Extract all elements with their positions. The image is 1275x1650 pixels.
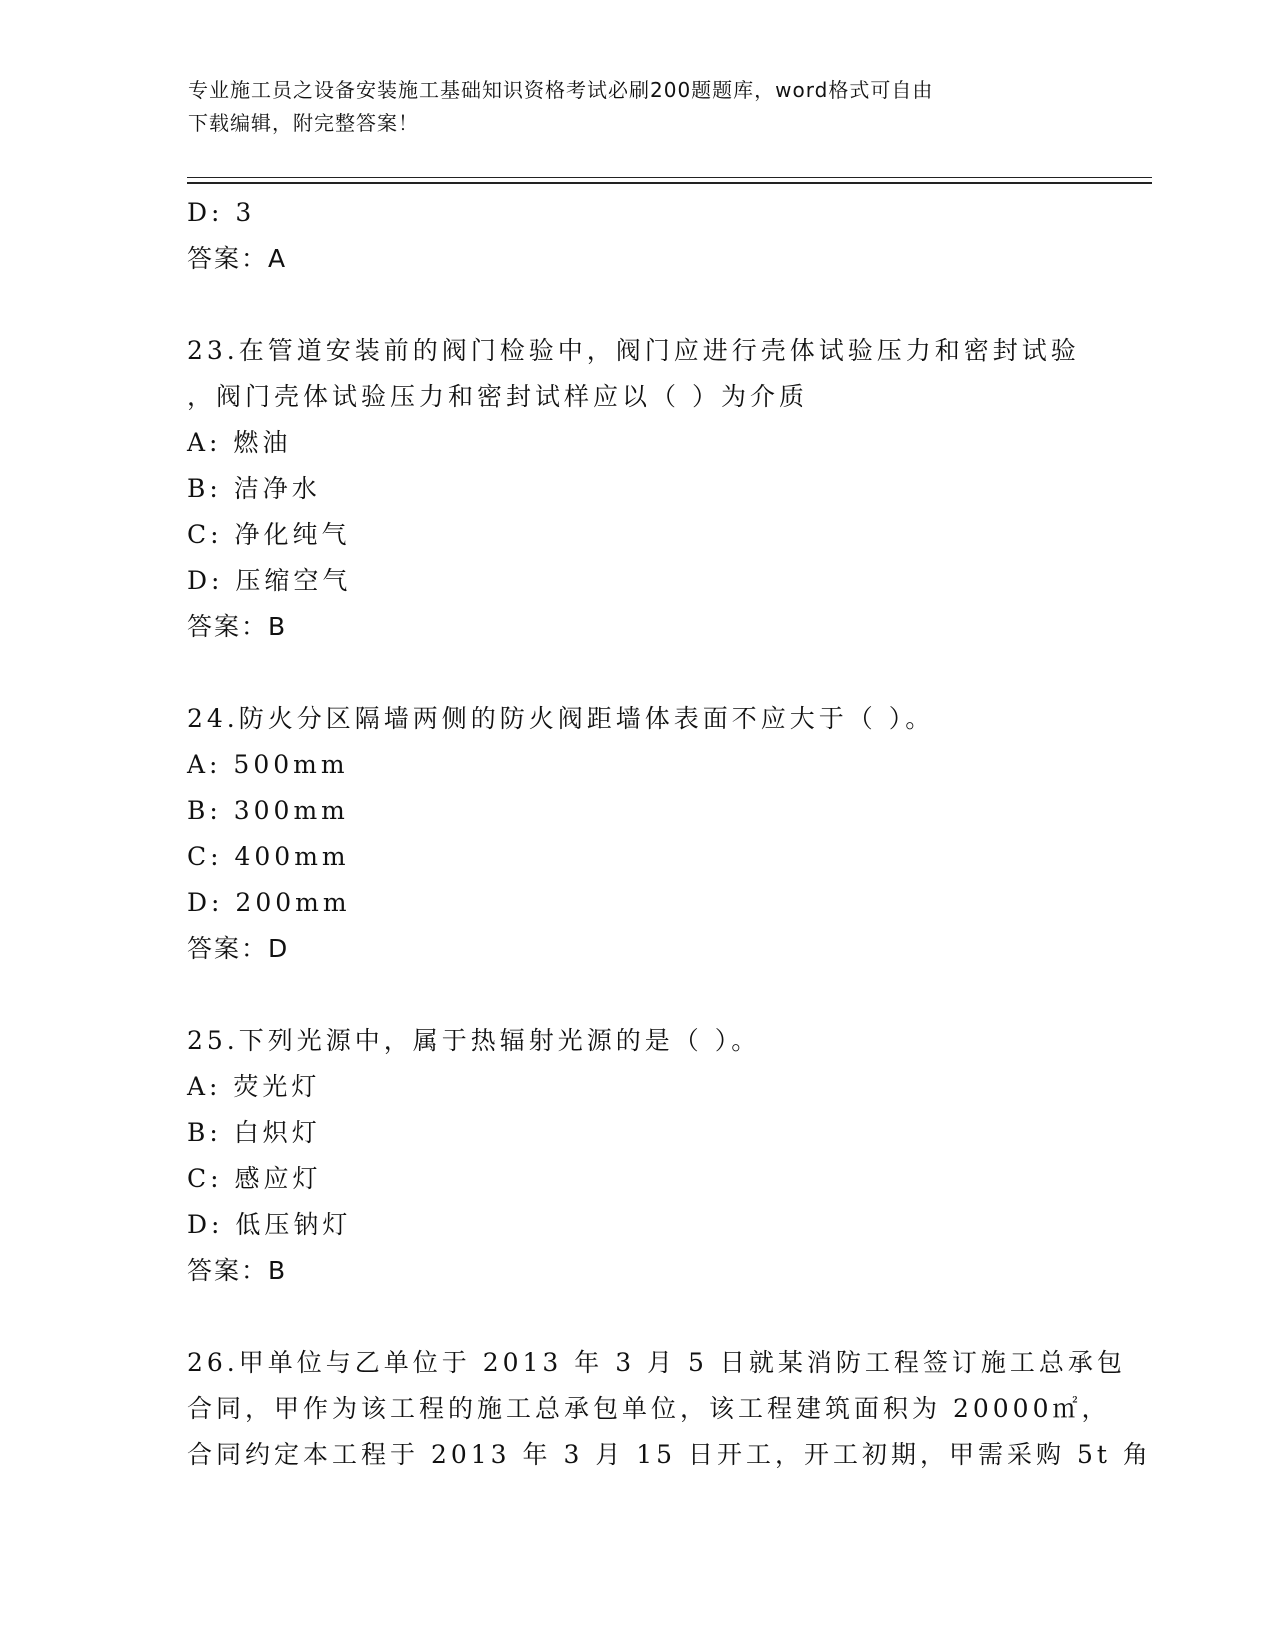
question-24 <box>187 696 1087 972</box>
question-stem-line: 26.甲单位与乙单位于 2013 年 3 月 5 日就某消防工程签订施工总承包 <box>187 1348 1126 1377</box>
answer: 答案：D <box>187 934 290 963</box>
question-stem-line: 25.下列光源中，属于热辐射光源的是（ ）。 <box>187 1026 761 1055</box>
answer: 答案：B <box>187 612 288 641</box>
option-c: C: 感应灯 <box>187 1164 322 1193</box>
option-d: D: 压缩空气 <box>187 566 352 595</box>
option-a: A: 500mm <box>187 750 349 779</box>
option-b: B: 洁净水 <box>187 474 321 503</box>
option-d: D: 200mm <box>187 888 351 917</box>
spacer <box>187 650 1087 696</box>
option-b: B: 白炽灯 <box>187 1118 321 1147</box>
header-divider-thin <box>187 177 1152 178</box>
question-stem-line: 23.在管道安装前的阀门检验中，阀门应进行壳体试验压力和密封试验 <box>187 336 1080 365</box>
option-c: C: 净化纯气 <box>187 520 351 549</box>
prev-option-d: D: 3 <box>187 198 256 227</box>
option-b: B: 300mm <box>187 796 349 825</box>
document-body <box>187 190 1152 1478</box>
prev-answer: 答案：A <box>187 244 288 273</box>
option-a: A: 荧光灯 <box>187 1072 321 1101</box>
document-header <box>188 74 1068 140</box>
option-d: D: 低压钠灯 <box>187 1210 352 1239</box>
question-stem-line: ，阀门壳体试验压力和密封试样应以（ ）为介质 <box>187 382 808 411</box>
spacer <box>187 972 1087 1018</box>
header-line-2: 下载编辑，附完整答案！ <box>188 111 419 135</box>
question-26 <box>187 1340 1152 1478</box>
question-25 <box>187 1018 1087 1294</box>
option-c: C: 400mm <box>187 842 350 871</box>
option-a: A: 燃油 <box>187 428 292 457</box>
question-stem-line: 合同，甲作为该工程的施工总承包单位，该工程建筑面积为 20000㎡， <box>187 1394 1111 1423</box>
header-divider-thick <box>187 182 1152 184</box>
question-23 <box>187 328 1087 650</box>
answer: 答案：B <box>187 1256 288 1285</box>
question-stem-line: 24.防火分区隔墙两侧的防火阀距墙体表面不应大于（ ）。 <box>187 704 935 733</box>
question-stem-line: 合同约定本工程于 2013 年 3 月 15 日开工，开工初期，甲需采购 5t 角 <box>187 1440 1152 1469</box>
spacer <box>187 1294 1087 1340</box>
header-line-1: 专业施工员之设备安装施工基础知识资格考试必刷200题题库，word格式可自由 <box>188 78 934 102</box>
spacer <box>187 282 1087 328</box>
